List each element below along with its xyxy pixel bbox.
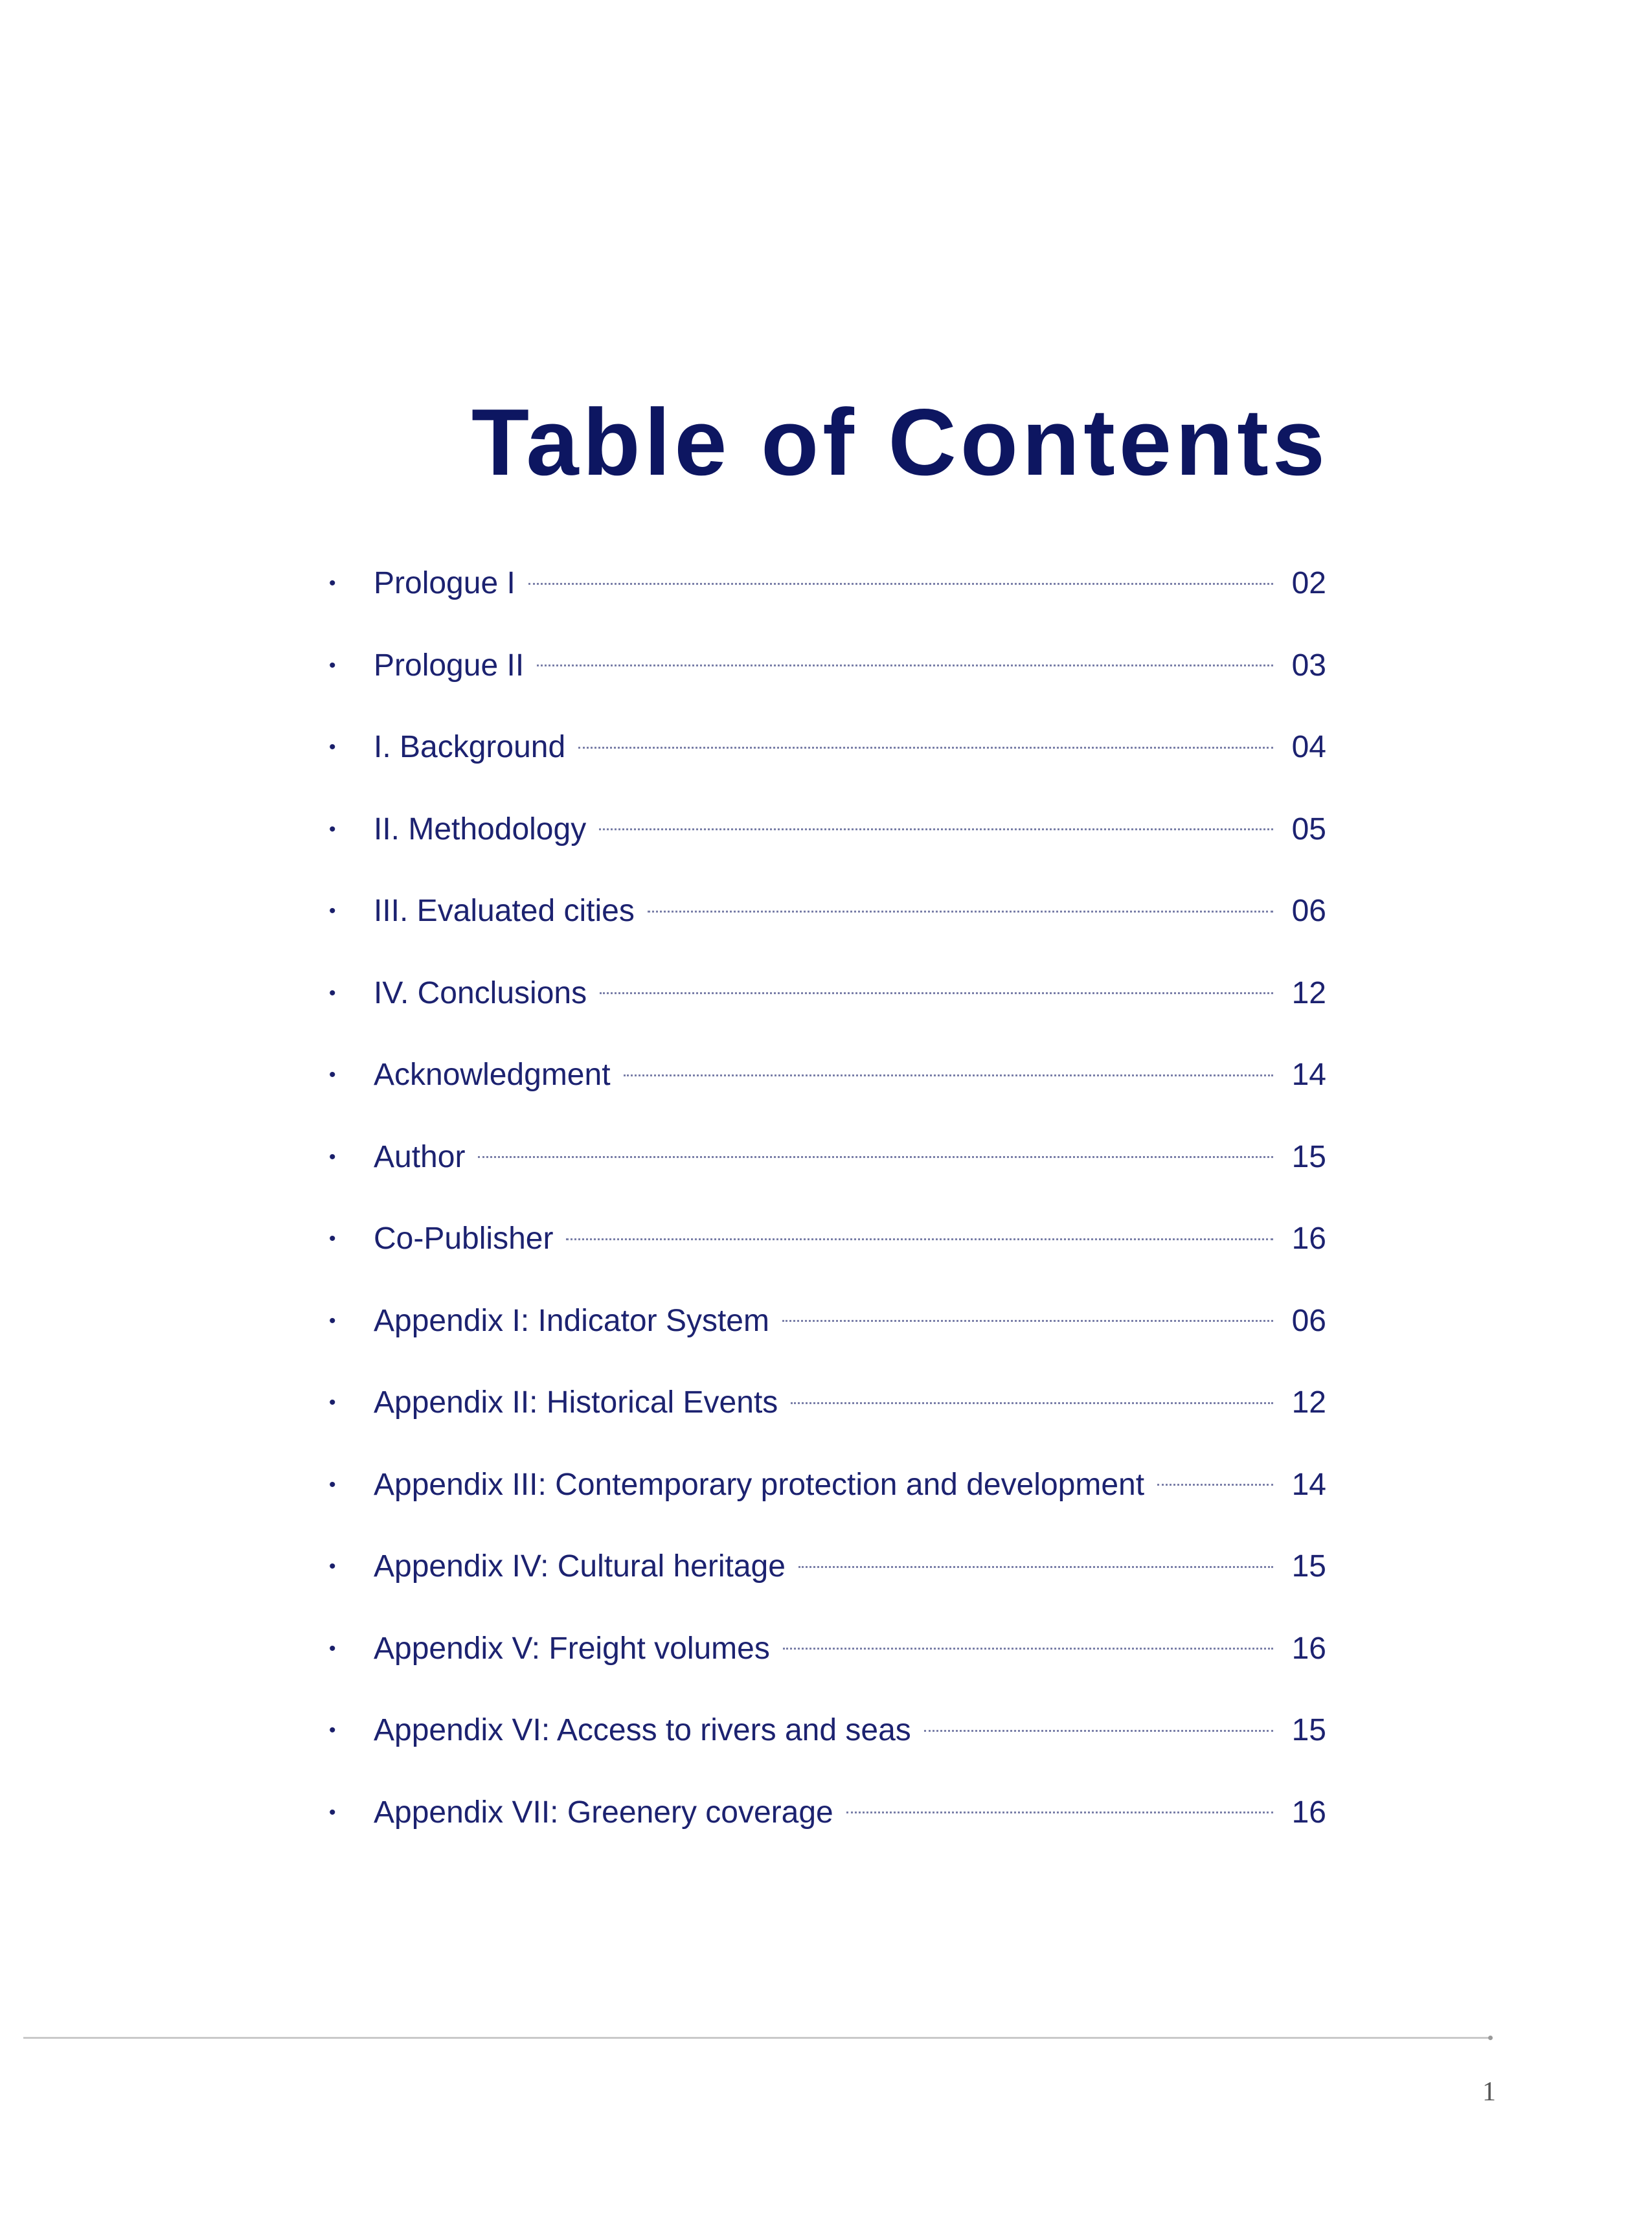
bullet-icon: • <box>329 1146 336 1168</box>
dotted-leader <box>624 1074 1273 1076</box>
divider-end-dot-icon <box>1488 2036 1493 2040</box>
bullet-icon: • <box>329 654 336 676</box>
toc-entry[interactable] <box>329 1198 1326 1280</box>
dotted-leader <box>924 1730 1273 1732</box>
dotted-leader <box>791 1402 1273 1404</box>
toc-entry-page: 14 <box>1291 1467 1326 1502</box>
toc-entry[interactable] <box>329 953 1326 1035</box>
toc-entry-label: III. Evaluated cities <box>374 894 635 929</box>
toc-entry[interactable] <box>329 625 1326 707</box>
toc-entry-label: IV. Conclusions <box>374 975 587 1010</box>
toc-entry-label: I. Background <box>374 730 566 765</box>
dotted-leader <box>566 1238 1273 1240</box>
toc-entry-label: Appendix V: Freight volumes <box>374 1631 770 1666</box>
toc-entry-label: Appendix I: Indicator System <box>374 1303 769 1338</box>
bullet-icon: • <box>329 1310 336 1332</box>
bullet-icon: • <box>329 1720 336 1742</box>
dotted-leader <box>537 664 1273 666</box>
toc-entry-label: Appendix II: Historical Events <box>374 1385 778 1420</box>
toc-entry-label: Appendix IV: Cultural heritage <box>374 1549 786 1584</box>
toc-entry-page: 02 <box>1291 566 1326 601</box>
toc-entry-label: Appendix III: Contemporary protection and development <box>374 1467 1145 1502</box>
bullet-icon: • <box>329 1801 336 1823</box>
toc-entry-label: Acknowledgment <box>374 1058 611 1093</box>
page-number: 1 <box>1482 2077 1496 2107</box>
toc-entry-page: 03 <box>1291 648 1326 683</box>
dotted-leader <box>599 828 1273 830</box>
toc-entry-page: 16 <box>1291 1631 1326 1666</box>
dotted-leader <box>1157 1484 1273 1486</box>
dotted-leader <box>578 747 1273 749</box>
bullet-icon: • <box>329 1392 336 1414</box>
bullet-icon: • <box>329 1473 336 1495</box>
toc-entry[interactable] <box>329 1772 1326 1854</box>
toc-entry-label: Prologue II <box>374 648 525 683</box>
toc-entry[interactable] <box>329 1608 1326 1690</box>
toc-entry-page: 16 <box>1291 1795 1326 1830</box>
toc-entry[interactable] <box>329 789 1326 871</box>
toc-entry[interactable] <box>329 1690 1326 1772</box>
toc-entry-page: 06 <box>1291 894 1326 929</box>
toc-entry-label: Co-Publisher <box>374 1221 554 1256</box>
page-title: Table of Contents <box>471 389 1330 495</box>
bullet-icon: • <box>329 1637 336 1659</box>
dotted-leader <box>846 1811 1273 1813</box>
toc-entry[interactable] <box>329 707 1326 789</box>
dotted-leader <box>783 1648 1273 1650</box>
toc-entry[interactable] <box>329 870 1326 953</box>
toc-entry-label: Prologue I <box>374 566 515 601</box>
toc-entry[interactable] <box>329 1362 1326 1444</box>
toc-entry[interactable] <box>329 1444 1326 1527</box>
toc-entry-label: Appendix VI: Access to rivers and seas <box>374 1713 911 1748</box>
toc-entry[interactable] <box>329 1034 1326 1117</box>
bullet-icon: • <box>329 1556 336 1578</box>
toc-entry-page: 05 <box>1291 812 1326 846</box>
bullet-icon: • <box>329 736 336 758</box>
toc-entry-page: 15 <box>1291 1139 1326 1174</box>
bullet-icon: • <box>329 573 336 595</box>
dotted-leader <box>798 1566 1273 1568</box>
toc-entry-page: 16 <box>1291 1221 1326 1256</box>
toc-entry-label: Author <box>374 1139 466 1174</box>
toc-entry-page: 14 <box>1291 1058 1326 1093</box>
toc-entry-page: 04 <box>1291 730 1326 765</box>
toc-entry[interactable] <box>329 1117 1326 1199</box>
toc-entry-page: 12 <box>1291 975 1326 1010</box>
dotted-leader <box>600 992 1273 994</box>
toc-entry-label: II. Methodology <box>374 812 587 846</box>
dotted-leader <box>782 1320 1273 1322</box>
dotted-leader <box>478 1156 1273 1158</box>
dotted-leader <box>648 911 1273 913</box>
toc-entry-page: 15 <box>1291 1549 1326 1584</box>
toc-entry[interactable] <box>329 543 1326 625</box>
toc-entry-page: 15 <box>1291 1713 1326 1748</box>
toc-entry-page: 12 <box>1291 1385 1326 1420</box>
bullet-icon: • <box>329 1064 336 1086</box>
bullet-icon: • <box>329 1228 336 1250</box>
toc-list <box>329 543 1326 1854</box>
toc-entry-page: 06 <box>1291 1303 1326 1338</box>
footer-divider <box>23 2037 1491 2039</box>
toc-entry-label: Appendix VII: Greenery coverage <box>374 1795 833 1830</box>
toc-entry[interactable] <box>329 1526 1326 1608</box>
bullet-icon: • <box>329 818 336 840</box>
bullet-icon: • <box>329 982 336 1004</box>
dotted-leader <box>528 583 1273 585</box>
toc-entry[interactable] <box>329 1280 1326 1363</box>
bullet-icon: • <box>329 900 336 922</box>
